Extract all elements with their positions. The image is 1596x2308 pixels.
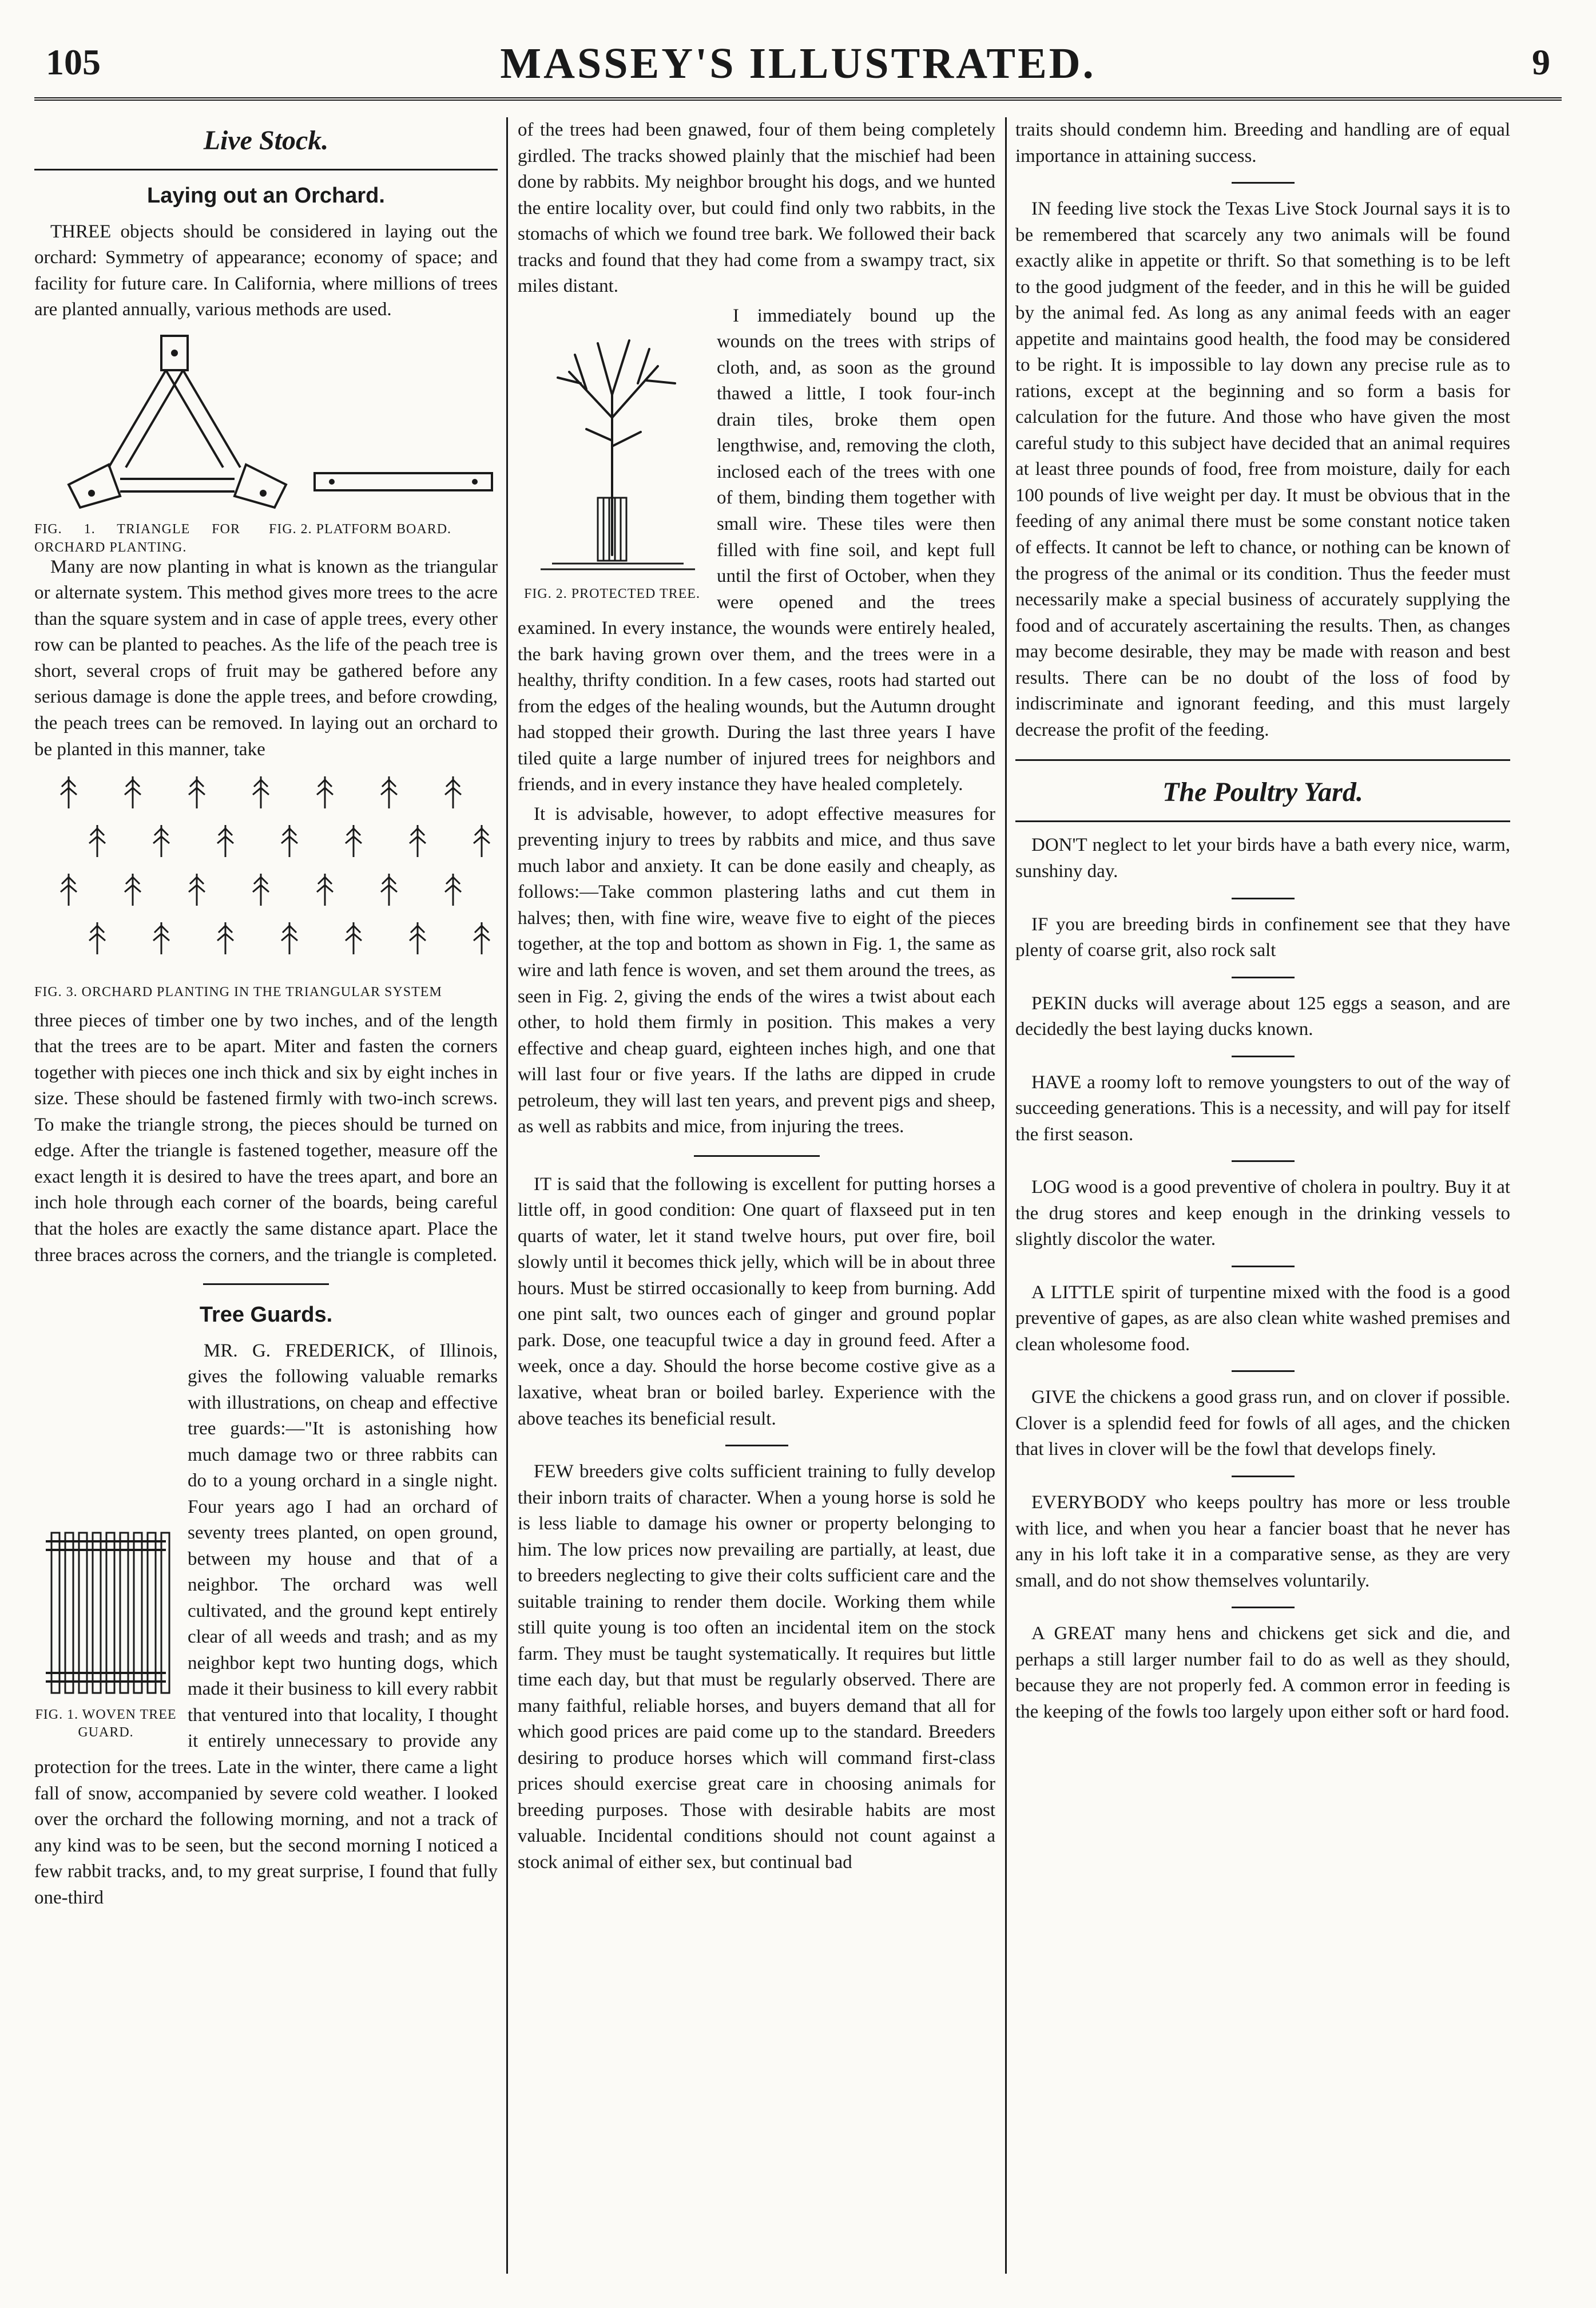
tree-icon [217,825,233,857]
poultry-item: HAVE a roomy loft to remove youngsters to out of the way of succeeding generations. This is a necessity, and will pay for itself the first season. [1015,1072,1510,1145]
tree-icon [346,922,362,954]
article-paragraph: FEW breeders give colts sufficient training to fully develop their inborn traits of character. When a young horse is sold he is less liable to damage his owner or property belonging to him. The low prices now prevailing are partially, at least, due to breeders neglecting to give their colts sufficient care and the suitable training to render them docile. Working them while still quite young is too often an incidental item on the stock farm. They must be taught systematically. It requires but little time each day, but that must be regularly observed. There are many faithful, reliable horses, and buyers demand that all for which good prices are paid come up to the standard. Breeders desiring to produce horses which will command first-class prices should exercise great care in choosing animals for breeding purposes. Those with desirable habits are most valuable. Incidental conditions should not count against a stock animal of either sex, but continual bad [518,1461,995,1873]
poultry-item: LOG wood is a good preventive of cholera in poultry. Buy it at the drug stores and keep enough in the drinking vessels to slightly discolor the water. [1015,1177,1510,1250]
column-1 [34,117,498,2274]
tree-icon [281,825,297,857]
tree-grid-illustration [34,770,498,975]
figure-caption: FIG. 2. PROTECTED TREE. [524,586,700,602]
triangle-illustration [34,330,498,513]
tree-icon [253,776,269,808]
divider [1232,1160,1295,1162]
column-2 [518,117,995,2274]
divider [1232,1476,1295,1477]
poultry-items-list [1015,832,1510,1725]
tree-icon [217,922,233,954]
tree-icon [153,825,169,857]
poultry-item: IF you are breeding birds in confinement see that they have plenty of coarse grit, also rock salt [1015,914,1510,961]
tree-icon [445,776,461,808]
tree-icon [381,874,397,906]
tree-icon [89,922,105,954]
article-paragraph: traits should condemn him. Breeding and handling are of equal importance in attaining success. [1015,120,1510,166]
divider [694,1155,820,1157]
tree-icon [474,825,490,857]
tree-icon [410,825,426,857]
poultry-item: DON'T neglect to let your birds have a bath every nice, warm, sunshiny day. [1015,835,1510,882]
figure-triangular-system [34,770,498,1001]
tree-icon [153,922,169,954]
divider [1232,977,1295,978]
tree-icon [125,776,141,808]
article-paragraph: IT is said that the following is excellent for putting horses a little off, in good condition: One quart of flaxseed put in ten quarts of water, let it stand twelve hours, put over fire, boil slowly until it becomes thick jelly, which will be in about three hours. Must be stirred occasionally to keep from burning. Add one pint salt, two ounces each of ginger and ground poplar park. Dose, one teacupful twice a day in ground feed. After a week, once a day. Should the horse become costive give as a laxative, wheat bran or boiled barley. Experience with the above teaches its beneficial result. [518,1173,995,1429]
article-paragraph: It is advisable, however, to adopt effective measures for preventing injury to trees by rabbits and mice, and thus save much labor and anxiety. It can be done easily and cheaply, as follows:—Take common plastering laths and cut them in halves; then, with fine wire, weave five to eight of the pieces together, at the top and bottom as shown in Fig. 1, the same as wire and lath fence is woven, and set them around the trees, as seen in Fig. 2, giving the ends of the wires a twist about each other, to hold them firmly in position. This makes a very effective and cheap guard, eighteen inches high, and one that will last four or five years. If the laths are dipped in crude petroleum, they will last ten years, and prevent pigs and sheep, as well as rabbits and mice, from injuring the trees. [518,803,995,1137]
divider [1232,1056,1295,1057]
divider [1232,898,1295,899]
article-paragraph: I immediately bound up the wounds on the trees with strips of cloth, and, as soon as the ground thawed a little, I took four-inch drain tiles, broke them open lengthwise, and, removing the cloth, inclosed each of the trees with one of them, binding them together with small wire. These tiles were then filled with fine soil, and kept full until the first of October, when they were opened and the trees examined. In every instance, the wounds were entirely healed, the bark having grown over them, and the trees were in a healthy, thrifty condition. In a few cases, roots had started out from the edges of the healing wounds, but the Autumn drought had stopped their growth. During the last three years I have tiled quite a large number of injured trees for neighbors and friends, and in every instance they have healed completely. [518,305,995,795]
divider [1232,1370,1295,1372]
article-paragraph: of the trees had been gnawed, four of them being completely girdled. The tracks showed plainly that the mischief had been done by rabbits. My neighbor brought his dogs, and we hunted the entire locality over, but could find only two rabbits, in the stomachs of which we found tree bark. We followed their back tracks and found that they had come from a swampy tract, six miles distant. [518,120,995,297]
tree-icon [189,776,205,808]
figure-triangle-and-board [34,330,498,555]
poultry-item: A GREAT many hens and chickens get sick and die, and perhaps a still larger number fail to do as well as they should, because they are not properly fed. A common error in feeding is the keeping of the fowls too largely upon either soft or hard food. [1015,1623,1510,1722]
article-title-tree-guards: Tree Guards. [199,1303,333,1327]
section-title-live-stock: Live Stock. [34,117,498,170]
tree-icon [474,922,490,954]
poultry-item: PEKIN ducks will average about 125 eggs a season, and are decidedly the best laying ducks known. [1015,993,1510,1040]
divider [203,1283,329,1285]
section-title-poultry-yard: The Poultry Yard. [1015,759,1510,822]
article-paragraph: THREE objects should be considered in laying out the orchard: Symmetry of appearance; economy of space; and facility for future care. In California, where millions of trees are planted annually, various methods are used. [34,221,498,320]
tree-icon [346,825,362,857]
column-divider [1005,117,1007,2274]
tree-icon [61,776,77,808]
divider [1232,1266,1295,1267]
article-title-orchard: Laying out an Orchard. [147,184,385,208]
poultry-item: EVERYBODY who keeps poultry has more or less trouble with lice, and when you hear a fancier boast that he never has any in his loft take it in a comparative sense, as they are very small, and do not show themselves voluntarily. [1015,1492,1510,1591]
divider [1232,1607,1295,1608]
figure-caption: FIG. 1. WOVEN TREE GUARD. [35,1707,177,1740]
divider [1232,182,1295,184]
article-paragraph: three pieces of timber one by two inches, and of the length that the trees are to be apart. Miter and fasten the corners together with pieces one inch thick and six by eight inches in size. These should be fastened firmly with two-inch screws. To make the triangle strong, the pieces should be turned on edge. After the triangle is fastened together, measure off the exact length it is desired to have the trees apart, and bore an inch hole through each corner of the boards, being careful that the holes are exactly the same distance apart. Place the three braces across the corners, and the triangle is completed. [34,1010,498,1266]
figure-protected-tree [518,326,706,604]
masthead [34,29,1562,101]
tree-icon [317,874,333,906]
woven-guard-illustration [34,1527,177,1699]
page-number-left: 105 [46,42,101,82]
tree-icon [281,922,297,954]
column-divider [506,117,508,2274]
divider [725,1445,788,1446]
protected-tree-illustration [518,326,706,578]
figure-woven-guard [34,1527,177,1742]
poultry-item: A LITTLE spirit of turpentine mixed with the food is a good preventive of gapes, as are also clean white washed premises and clean wholesome food. [1015,1282,1510,1355]
figure-caption: FIG. 3. ORCHARD PLANTING IN THE TRIANGULAR SYSTEM [34,984,442,1000]
tree-icon [253,874,269,906]
tree-icon [410,922,426,954]
tree-icon [445,874,461,906]
figure-caption: FIG. 2. PLATFORM BOARD. [269,522,452,537]
tree-icon [125,874,141,906]
tree-icon [89,825,105,857]
article-paragraph: MR. G. FREDERICK, of Illinois, gives the following valuable remarks with illustrations, on cheap and effective tree guards:—"It is astonishing how much damage two or three rabbits can do to a young orchard in a single night. Four years ago I had an orchard of seventy trees planted, on open ground, between my house and that of a neighbor. The orchard was well cultivated, and the ground kept entirely clear of all weeds and trash; and as my neighbor kept two hunting dogs, which made it their business to kill every rabbit that ventured into that locality, I thought it entirely unnecessary to provide any protection for the trees. Late in the winter, there came a light fall of snow, accompanied by severe cold weather. I looked over the orchard the following morning, and not a track of any kind was to be seen, but the second morning I noticed a few rabbit tracks, and, to my great surprise, I found that fully one-third [34,1340,498,1908]
article-paragraph: Many are now planting in what is known as the triangular or alternate system. This method gives more trees to the acre than the square system and in case of apple trees, every other row can be planted to peaches. As the life of the peach tree is short, several crops of fruit may be gathered before any serious damage is done the apple trees, and before crowding, the peach trees can be removed. In laying out an orchard to be planted in this manner, take [34,556,498,760]
page-number-right: 9 [1532,42,1550,82]
figure-caption: FIG. 1. TRIANGLE FOR ORCHARD PLANTING. [34,522,240,555]
tree-icon [61,874,77,906]
publication-title: MASSEY'S ILLUSTRATED. [500,39,1096,88]
tree-icon [189,874,205,906]
tree-icon [317,776,333,808]
tree-icon [381,776,397,808]
column-3 [1015,117,1510,2274]
article-paragraph: IN feeding live stock the Texas Live Stock Journal says it is to be remembered that scarcely any two animals will be found exactly alike in appetite or thrift. So that something is to be left to the good judgment of the feeder, and in this he will be guided by the animal fed. As long as any animal feeds with an eager appetite and maintains good health, the food may be considered to be right. It is impossible to lay down any precise rule as to rations, except at the beginning and so form a basis for calculation for the future. And those who have given the most careful study to this subject have decided that an animal requires at least three pounds of food, free from moisture, daily for each 100 pounds of live weight per day. It must be obvious that in the feeding of any animal there must be some constant notice taken of effects. It cannot be left to chance, or nothing can be known of the progress of the animal or its condition. Thus the feeder must necessarily make a special business of accurately supplying the food and of accurately ascertaining the results. Then, as changes may become desirable, they may be made with reason and best results. There can be no doubt of the loss of food by indiscriminate and ignorant feeding, and this must largely decrease the profit of the feeding. [1015,199,1510,740]
poultry-item: GIVE the chickens a good grass run, and on clover if possible. Clover is a splendid feed for fowls of all ages, and the chicken that lives in clover will be the fowl that develops finely. [1015,1387,1510,1460]
